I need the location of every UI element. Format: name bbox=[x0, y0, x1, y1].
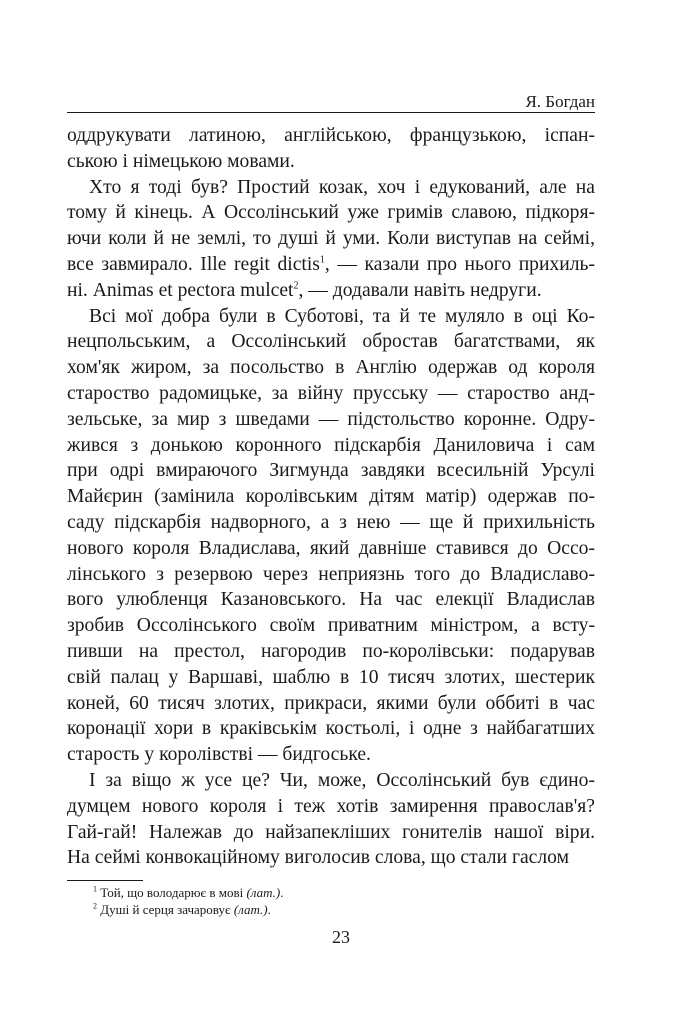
text-line: свій палац у Варшаві, шаблю в 10 тисяч злотих, шестерик bbox=[67, 666, 595, 688]
text-line: при одрі вмираючого Зигмунда завдяки всесильній Урсулі bbox=[67, 460, 595, 482]
text-line: староство радомицьке, за війну прусську — староство анд- bbox=[67, 382, 595, 404]
running-head-title: Я. Богдан bbox=[525, 92, 595, 111]
footnote: $^1$ Той, що володарює в мові (лат.). bbox=[93, 884, 284, 900]
text-line: лінського з резервою через неприязнь того до Владиславо- bbox=[67, 563, 595, 585]
footnotes bbox=[93, 884, 284, 918]
text-line: Хто я тоді був? Простий козак, хоч і едукований, але на bbox=[89, 176, 595, 198]
page-number: 23 bbox=[332, 927, 350, 947]
text-line: Гай-гай! Належав до найзапекліших гонителів нашої віри. bbox=[67, 821, 595, 843]
text-line: тому й кінець. А Оссолінський уже гримів славою, підкоря- bbox=[67, 202, 595, 224]
footnote-rule bbox=[67, 880, 143, 881]
body-text bbox=[67, 123, 595, 871]
footnote-ref: 1 bbox=[319, 254, 325, 266]
text-line: Всі мої добра були в Суботові, та й те муляло в оці Ко- bbox=[89, 305, 595, 327]
text-line: жився з донькою коронного підскарбія Даниловича і сам bbox=[67, 434, 595, 456]
text-line: оддрукувати латиною, англійською, французькою, іспан- bbox=[67, 125, 595, 146]
text-line: ючи коли й не землі, то душі й уми. Коли виступав на сеймі, bbox=[67, 228, 595, 250]
paragraph bbox=[67, 123, 595, 175]
text-line: зельське, за мир з шведами — підстольство коронне. Одру- bbox=[67, 408, 595, 430]
paragraph bbox=[67, 304, 595, 768]
text-line: пивши на престол, нагородив по-королівськи: подарував bbox=[67, 640, 595, 662]
text-line: хом'як жиром, за посольство в Англію одержав од короля bbox=[67, 357, 595, 379]
text-line: вого улюбленця Казановського. На час елекції Владислав bbox=[67, 589, 595, 611]
footnote-ref: 2 bbox=[293, 280, 299, 292]
text-line: нового короля Владислава, який давніше ставився до Оссо- bbox=[67, 537, 595, 559]
text-line: саду підскарбія надворного, а з нею — ще й прихильність bbox=[67, 511, 595, 533]
text-line: нецпольським, а Оссолінський обростав багатствами, як bbox=[67, 331, 595, 353]
paragraph bbox=[67, 175, 595, 304]
footnote: $^2$ Душі й серця зачаровує (лат.). bbox=[93, 901, 271, 917]
text-line: думцем нового короля і теж хотів замирення православ'я? bbox=[67, 795, 595, 817]
text-line: Майєрин (замінила королівським дітям матір) одержав по- bbox=[67, 486, 595, 508]
text-line: На сеймі конвокаційному виголосив слова, що стали гаслом bbox=[67, 847, 569, 869]
text-line: коронації хори в краківськім костьолі, і одне з найбагатших bbox=[67, 718, 595, 740]
running-head bbox=[67, 92, 595, 113]
text-line: коней, 60 тисяч злотих, прикраси, якими були оббиті в час bbox=[67, 692, 595, 714]
paragraph bbox=[67, 768, 595, 871]
text-line: ні. Animas et pectora mulcet$^2$, — додавали навіть недруги. bbox=[67, 279, 542, 301]
text-line: зробив Оссолінського своїм приватним міністром, а всту- bbox=[67, 615, 595, 637]
text-line: І за віщо ж усе це? Чи, може, Оссолінський був єдино- bbox=[89, 769, 595, 791]
text-line: все завмирало. Ille regit dictis$^1$, — казали про нього прихиль- bbox=[67, 253, 595, 275]
text-line: старость у королівстві — бидгоське. bbox=[67, 744, 371, 766]
text-line: ською і німецькою мовами. bbox=[67, 150, 295, 172]
